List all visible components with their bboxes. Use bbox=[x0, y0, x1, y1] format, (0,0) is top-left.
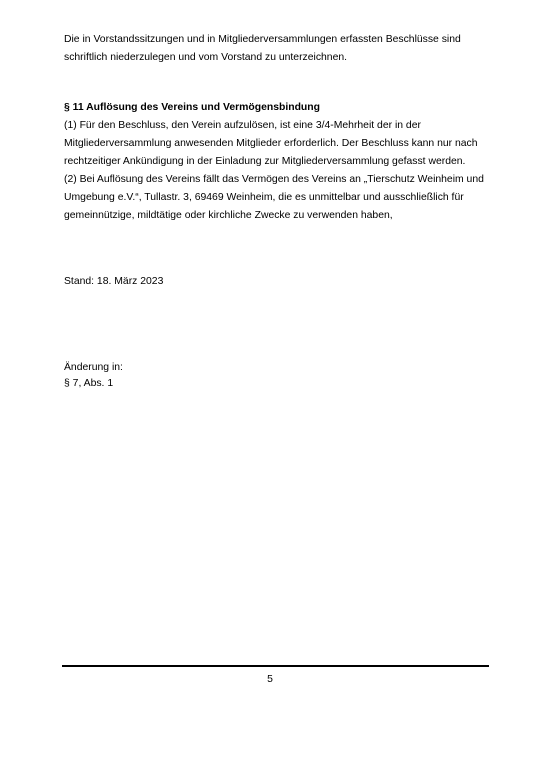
page-number: 5 bbox=[267, 674, 273, 685]
section-line-1: (1) Für den Beschluss, den Verein aufzulösen, ist eine 3/4-Mehrheit der in der bbox=[64, 120, 421, 131]
stand-date: Stand: 18. März 2023 bbox=[64, 276, 164, 287]
section-heading: § 11 Auflösung des Vereins und Vermögensbindung bbox=[64, 102, 320, 113]
intro-line-2: schriftlich niederzulegen und vom Vorstand zu unterzeichnen. bbox=[64, 52, 348, 63]
footer-divider bbox=[62, 665, 489, 667]
section-line-4: (2) Bei Auflösung des Vereins fällt das Vermögen des Vereins an „Tierschutz Weinheim und bbox=[64, 174, 484, 185]
section-line-2: Mitgliederversammlung anwesenden Mitglieder erforderlich. Der Beschluss kann nur nach bbox=[64, 138, 478, 149]
section-line-6: gemeinnützige, mildtätige oder kirchliche Zwecke zu verwenden haben, bbox=[64, 210, 393, 221]
section-line-3: rechtzeitiger Ankündigung in der Einladung zur Mitgliederversammlung gefasst werden. bbox=[64, 156, 466, 167]
aenderung-value: § 7, Abs. 1 bbox=[64, 378, 114, 389]
aenderung-label: Änderung in: bbox=[64, 362, 123, 373]
section-line-5: Umgebung e.V.“, Tullastr. 3, 69469 Weinheim, die es unmittelbar und ausschließlich für bbox=[64, 192, 464, 203]
intro-line-1: Die in Vorstandssitzungen und in Mitgliederversammlungen erfassten Beschlüsse sind bbox=[64, 34, 461, 45]
